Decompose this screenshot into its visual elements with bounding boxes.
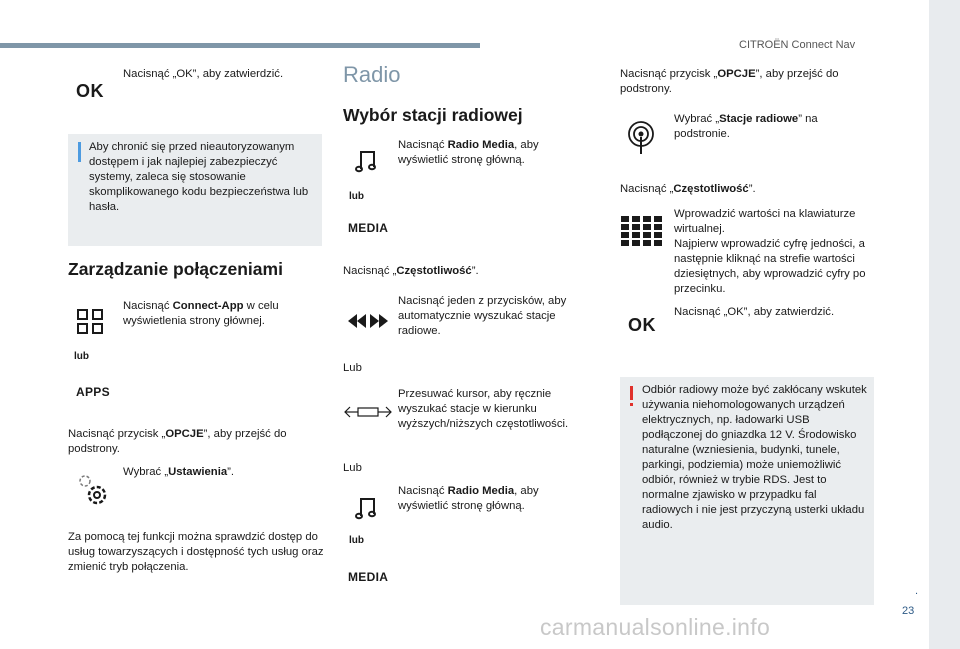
slider-instruction: Przesuwać kursor, aby ręcznie wyszukać stacje w kierunku wyższych/niższych częstotliwości. — [398, 388, 569, 430]
settings-instruction: Wybrać „Ustawienia”. — [123, 466, 235, 478]
heading-radio-station: Wybór stacji radiowej — [343, 105, 523, 125]
music-note-icon — [355, 496, 377, 520]
frequency-slider-icon — [344, 405, 392, 419]
warning-box — [620, 377, 874, 605]
info-box — [68, 134, 322, 246]
or-label: lub — [349, 191, 364, 202]
warning-icon-dot — [630, 403, 633, 406]
info-text: Aby chronić się przed nieautoryzowanym dostępem i jak najlepiej zabezpieczyć systemy, zaleca się stosowanie skomplikowanego kodu bezpieczeństwa lub hasła. — [89, 141, 309, 213]
connections-description: Za pomocą tej funkcji można sprawdzić dostęp do usług towarzyszących i dostępność tych usług oraz zmienić tryb połączenia. — [68, 531, 324, 573]
page-dot: . — [915, 585, 919, 597]
ok-button-icon: OK — [76, 81, 104, 101]
keypad-icon — [621, 216, 663, 246]
media-button-label: MEDIA — [348, 570, 389, 584]
warning-text: Odbiór radiowy może być zakłócany wskutek używania niehomologowanych urządzeń elektrycznych, np. ładowarki USB podłączonej do gniazdka 12 V. Środowisko naturalne (wzniesienia, budynki, tunele, parkingi, podziemia) może uniemożliwić odbiór, również w trybie RDS. Jest to normalne zjawisko w przypadku fal radiowych i nie jest przyczyną usterki układu audio. — [642, 384, 867, 531]
ok-instruction: Nacisnąć „OK”, aby zatwierdzić. — [674, 306, 835, 318]
section-title-radio: Radio — [343, 62, 401, 87]
keypad-instruction — [674, 207, 874, 297]
ok-button-icon: OK — [628, 315, 656, 335]
frequency-instruction: Nacisnąć „Częstotliwość”. — [343, 265, 479, 277]
frequency-instruction: Nacisnąć „Częstotliwość”. — [620, 183, 756, 195]
or-text: Lub — [343, 362, 362, 374]
apps-button-label: APPS — [76, 385, 110, 399]
running-header: CITROËN Connect Nav — [739, 39, 856, 51]
or-text: Lub — [343, 462, 362, 474]
radio-stations-icon — [626, 121, 658, 155]
options-instruction: Nacisnąć przycisk „OPCJE”, aby przejść do podstrony. — [68, 428, 287, 455]
radio-media-instruction: Nacisnąć Radio Media, aby wyświetlić stronę główną. — [398, 139, 539, 166]
radio-stations-instruction: Wybrać „Stacje radiowe” na podstronie. — [674, 113, 818, 140]
keypad-instruction-line1: Wprowadzić wartości na klawiaturze wirtualnej. — [674, 208, 856, 235]
settings-gear-icon — [76, 472, 110, 508]
keypad-instruction-line2: Najpierw wprowadzić cyfrę jedności, a następnie kliknąć na strefie wartości dziesiętnych, aby wprowadzić cyfry po przecinku. — [674, 238, 866, 295]
warning-icon — [630, 386, 633, 400]
connect-app-icon — [76, 308, 106, 336]
seek-instruction: Nacisnąć jeden z przycisków, aby automatycznie wyszukać stacje radiowe. — [398, 295, 567, 337]
or-label: lub — [74, 351, 89, 362]
page-number: 23 — [902, 605, 915, 617]
media-button-label: MEDIA — [348, 221, 389, 235]
info-icon — [78, 142, 81, 162]
top-accent-bar — [0, 43, 480, 48]
options-instruction: Nacisnąć przycisk „OPCJE”, aby przejść do podstrony. — [620, 68, 839, 95]
or-label: lub — [349, 535, 364, 546]
music-note-icon — [355, 149, 377, 173]
page-edge-strip — [929, 0, 960, 649]
watermark: carmanualsonline.info — [540, 614, 771, 640]
seek-arrows-icon — [347, 313, 389, 329]
radio-media-instruction: Nacisnąć Radio Media, aby wyświetlić stronę główną. — [398, 485, 539, 512]
connect-app-instruction: Nacisnąć Connect-App w celu wyświetlenia strony głównej. — [123, 300, 279, 327]
ok-instruction: Nacisnąć „OK”, aby zatwierdzić. — [123, 68, 284, 80]
heading-connections: Zarządzanie połączeniami — [68, 259, 283, 279]
